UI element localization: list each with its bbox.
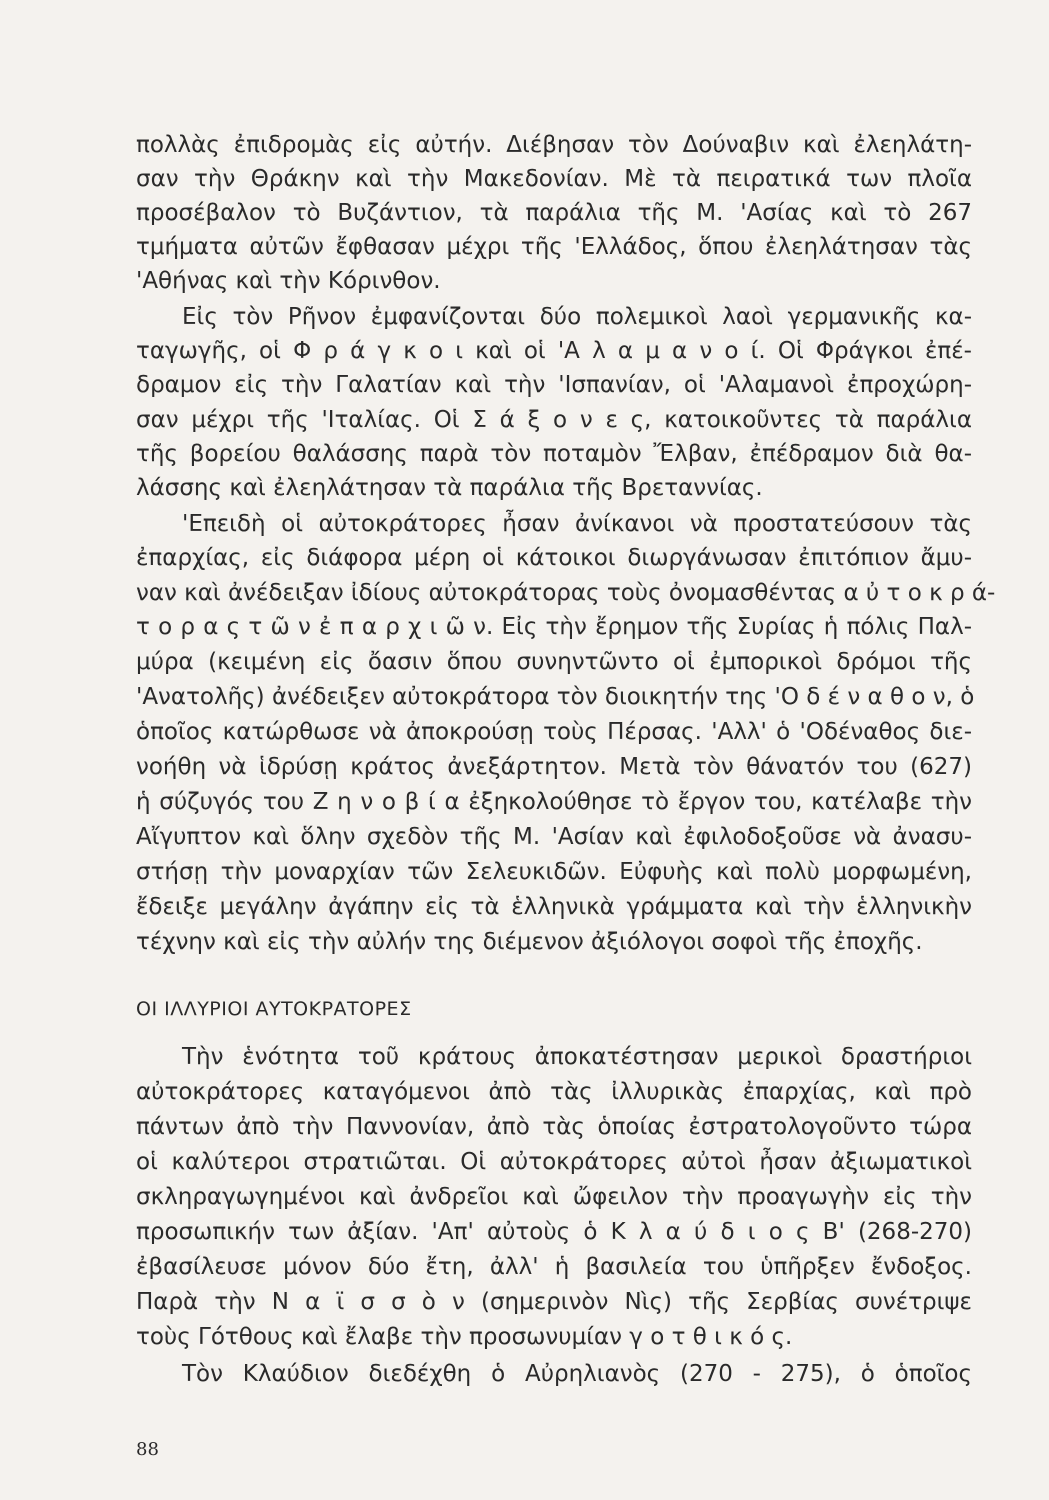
text-line: μύρα (κειμένη εἰς ὄασιν ὅπου συνηντῶντο οἱ ἐμπορικοὶ δρόμοι τῆς bbox=[136, 649, 972, 675]
text-line: ἔδειξε μεγάλην ἀγάπην εἰς τὰ ἑλληνικὰ γράμματα καὶ τὴν ἑλληνικὴν bbox=[136, 894, 972, 920]
text-line: ὁποῖος κατώρθωσε νὰ ἀποκρούσῃ τοὺς Πέρσας. 'Αλλ' ὁ 'Οδέναθος διε- bbox=[136, 719, 972, 745]
text-line: τέχνην καὶ εἰς τὴν αὐλήν της διέμενον ἀξιόλογοι σοφοὶ τῆς ἐποχῆς. bbox=[136, 929, 923, 955]
text-line: Παρὰ τὴν Ν α ϊ σ σ ὸ ν (σημερινὸν Νὶς) τῆς Σερβίας συνέτριψε bbox=[136, 1289, 972, 1315]
text-line: ναν καὶ ἀνέδειξαν ἰδίους αὐτοκράτορας τοὺς ὀνομασθέντας α ὐ τ ο κ ρ ά- bbox=[136, 580, 996, 606]
text-line: 'Επειδὴ οἱ αὐτοκράτορες ἦσαν ἀνίκανοι νὰ προστατεύσουν τὰς bbox=[182, 511, 972, 537]
text-line: προσέβαλον τὸ Βυζάντιον, τὰ παράλια τῆς Μ. 'Ασίας καὶ τὸ 267 bbox=[136, 200, 972, 226]
text-line: Αἴγυπτον καὶ ὅλην σχεδὸν τῆς Μ. 'Ασίαν καὶ ἐφιλοδοξοῦσε νὰ ἀνασυ- bbox=[136, 824, 972, 850]
text-line: σκληραγωγημένοι καὶ ἀνδρεῖοι καὶ ὤφειλον τὴν προαγωγὴν εἰς τὴν bbox=[136, 1184, 972, 1210]
text-line: οἱ καλύτεροι στρατιῶται. Οἱ αὐτοκράτορες αὐτοὶ ἦσαν ἀξιωματικοὶ bbox=[136, 1149, 972, 1175]
text-line: τοὺς Γότθους καὶ ἔλαβε τὴν προσωνυμίαν γ ο τ θ ι κ ό ς. bbox=[136, 1324, 793, 1350]
text-line: Τὸν Κλαύδιον διεδέχθη ὁ Αὐρηλιανὸς (270 - 275), ὁ ὁποῖος bbox=[182, 1361, 972, 1387]
text-line: ἐπαρχίας, εἰς διάφορα μέρη οἱ κάτοικοι διωργάνωσαν ἐπιτόπιον ἄμυ- bbox=[136, 545, 972, 571]
text-line: 'Ανατολῆς) ἀνέδειξεν αὐτοκράτορα τὸν διοικητήν της 'Ο δ έ ν α θ ο ν, ὁ bbox=[136, 684, 975, 710]
text-line: Εἰς τὸν Ρῆνον ἐμφανίζονται δύο πολεμικοὶ λαοὶ γερμανικῆς κα- bbox=[182, 304, 972, 330]
text-line: τμήματα αὐτῶν ἔφθασαν μέχρι τῆς 'Ελλάδος, ὅπου ἐλεηλάτησαν τὰς bbox=[136, 234, 972, 260]
text-line: πολλὰς ἐπιδρομὰς εἰς αὐτήν. Διέβησαν τὸν Δούναβιν καὶ ἐλεηλάτη- bbox=[136, 132, 972, 158]
text-line: Τὴν ἑνότητα τοῦ κράτους ἀποκατέστησαν μερικοὶ δραστήριοι bbox=[182, 1044, 972, 1070]
text-line: αὐτοκράτορες καταγόμενοι ἀπὸ τὰς ἰλλυρικὰς ἐπαρχίας, καὶ πρὸ bbox=[136, 1079, 972, 1105]
text-line: σαν τὴν Θράκην καὶ τὴν Μακεδονίαν. Μὲ τὰ πειρατικά των πλοῖα bbox=[136, 166, 972, 192]
text-line: ἡ σύζυγός του Ζ η ν ο β ί α ἐξηκολούθησε τὸ ἔργον του, κατέλαβε τὴν bbox=[136, 789, 972, 815]
text-line: νοήθη νὰ ἱδρύσῃ κράτος ἀνεξάρτητον. Μετὰ τὸν θάνατόν του (627) bbox=[136, 754, 972, 780]
page-number: 88 bbox=[136, 1439, 159, 1460]
text-line: λάσσης καὶ ἐλεηλάτησαν τὰ παράλια τῆς Βρεταννίας. bbox=[136, 475, 763, 501]
text-line: σαν μέχρι τῆς 'Ιταλίας. Οἱ Σ ά ξ ο ν ε ς, κατοικοῦντες τὰ παράλια bbox=[136, 407, 972, 433]
text-line: τ ο ρ α ς τ ῶ ν ἐ π α ρ χ ι ῶ ν. Εἰς τὴν ἔρημον τῆς Συρίας ἡ πόλις Παλ- bbox=[136, 614, 972, 640]
text-line: προσωπικήν των ἀξίαν. 'Απ' αὐτοὺς ὁ Κ λ α ύ δ ι ο ς Β' (268-270) bbox=[136, 1219, 972, 1245]
section-heading: ΟΙ ΙΛΛΥΡΙΟΙ ΑΥΤΟΚΡΑΤΟΡΕΣ bbox=[136, 998, 412, 1020]
text-line: ταγωγῆς, οἱ Φ ρ ά γ κ ο ι καὶ οἱ 'Α λ α μ α ν ο ί. Οἱ Φράγκοι ἐπέ- bbox=[136, 338, 972, 364]
text-line: πάντων ἀπὸ τὴν Παννονίαν, ἀπὸ τὰς ὁποίας ἐστρατολογοῦντο τώρα bbox=[136, 1114, 972, 1140]
text-line: στήσῃ τὴν μοναρχίαν τῶν Σελευκιδῶν. Εὐφυὴς καὶ πολὺ μορφωμένη, bbox=[136, 859, 972, 885]
text-line: ἐβασίλευσε μόνον δύο ἔτη, ἀλλ' ἡ βασιλεία του ὑπῆρξεν ἔνδοξος. bbox=[136, 1254, 972, 1280]
text-line: δραμον εἰς τὴν Γαλατίαν καὶ τὴν 'Ισπανίαν, οἱ 'Αλαμανοὶ ἐπροχώρη- bbox=[136, 372, 972, 398]
text-line: τῆς βορείου θαλάσσης παρὰ τὸν ποταμὸν Ἔλβαν, ἐπέδραμον διὰ θα- bbox=[136, 441, 972, 467]
text-line: 'Αθήνας καὶ τὴν Κόρινθον. bbox=[136, 268, 441, 294]
